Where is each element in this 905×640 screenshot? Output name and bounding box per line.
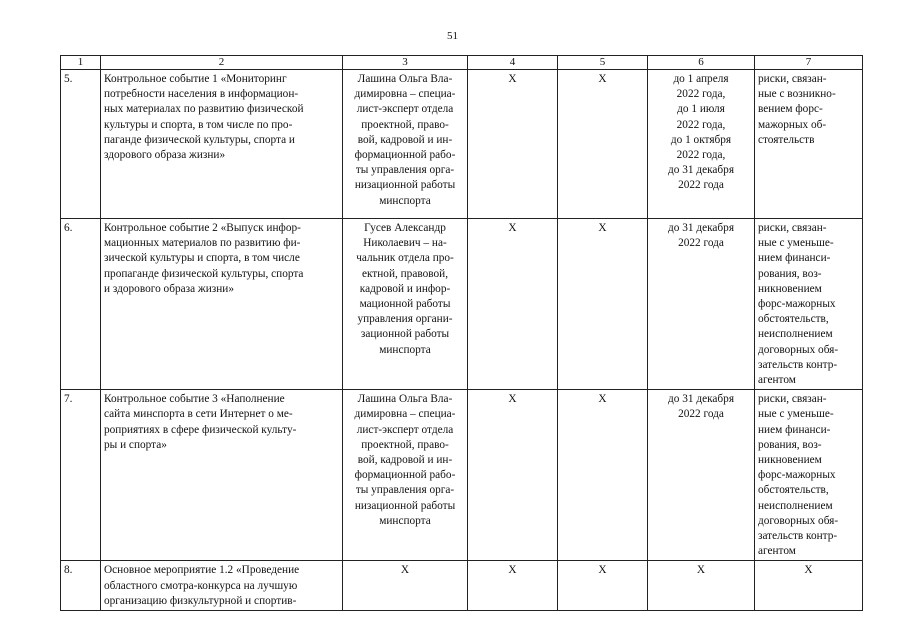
responsible-cell-line: проектной, право- (361, 118, 449, 131)
deadline-cell-line: 2022 года, (676, 149, 726, 162)
event-cell-line: организацию физкультурной и спортив- (104, 594, 297, 607)
deadline-cell (648, 390, 755, 561)
risks-cell-line: риски, связан- (758, 393, 827, 406)
risks-cell-line: никновением (758, 454, 822, 467)
event-cell-line: роприятиях в сфере физической культу- (104, 423, 297, 436)
risks-cell-line: ные с возникно- (758, 88, 836, 101)
deadline-cell-line: до 31 декабря (667, 393, 735, 406)
event-cell (101, 390, 343, 561)
risks-cell-line: зательств контр- (758, 530, 838, 543)
column-4-cell: Х (468, 561, 558, 611)
column-5-cell: Х (558, 561, 648, 611)
risks-cell-line: агентом (758, 374, 796, 387)
responsible-cell (343, 561, 468, 611)
deadline-cell-line: до 31 декабря (667, 222, 735, 234)
risks-cell-line: ные с уменьше- (758, 408, 834, 421)
table-row (61, 561, 863, 611)
row-number: 7. (61, 390, 101, 561)
row-number: 6. (61, 219, 101, 390)
deadline-cell-line: 2022 года, (676, 118, 726, 131)
row-number: 5. (61, 70, 101, 219)
responsible-cell-line: формационной рабо- (354, 149, 456, 162)
risks-cell-line: обстоятельств, (758, 313, 829, 326)
row-number: 8. (61, 561, 101, 611)
column-4-cell: Х (468, 219, 558, 390)
responsible-cell-line: проектной, право- (361, 438, 449, 451)
responsible-cell-line: минспорта (379, 343, 431, 356)
risks-cell-line: риски, связан- (758, 222, 827, 234)
plan-table (60, 55, 863, 611)
event-cell-line: мационных материалов по развитию фи- (104, 237, 301, 250)
event-cell-line: Контрольное событие 3 «Наполнение (104, 393, 285, 406)
responsible-cell-line: димировна – специа- (354, 408, 456, 421)
risks-cell-line: агентом (758, 545, 796, 558)
deadline-cell-line: до 1 июля (677, 103, 725, 116)
risks-cell (755, 219, 863, 390)
responsible-cell-line: лист-эксперт отдела (356, 103, 454, 116)
deadline-cell-line: 2022 года (678, 237, 724, 250)
responsible-cell-line: Лашина Ольга Вла- (357, 393, 453, 406)
deadline-cell-line: 2022 года, (676, 88, 726, 101)
column-header: 3 (343, 56, 468, 70)
column-4-cell: Х (468, 70, 558, 219)
event-cell (101, 219, 343, 390)
column-header: 6 (648, 56, 755, 70)
risks-cell-line: форс-мажорных (758, 298, 836, 311)
event-cell-line: паганде физической культуры, спорта и (104, 133, 295, 146)
responsible-cell-line: Гусев Александр (364, 222, 446, 234)
responsible-cell-line: димировна – специа- (354, 88, 456, 101)
risks-cell (755, 390, 863, 561)
responsible-cell-line: чальник отдела про- (356, 252, 454, 265)
deadline-cell-line: до 1 апреля (673, 73, 729, 85)
responsible-cell-line: ты управления орга- (355, 484, 455, 497)
column-5-cell: Х (558, 390, 648, 561)
event-cell-line: ры и спорта» (104, 438, 167, 451)
deadline-cell (648, 219, 755, 390)
page-number: 51 (447, 30, 458, 42)
risks-cell-line: ные с уменьше- (758, 237, 834, 250)
risks-cell-line: рования, воз- (758, 438, 822, 451)
risks-cell-line: вением форс- (758, 103, 823, 116)
column-header: 7 (755, 56, 863, 70)
event-cell-line: здорового образа жизни» (104, 149, 226, 162)
responsible-cell-line: минспорта (379, 194, 431, 207)
risks-cell (755, 561, 863, 611)
risks-cell-line: нием финанси- (758, 423, 831, 436)
event-cell-line: областного смотра-конкурса на лучшую (104, 579, 298, 592)
table-header-row (61, 56, 863, 70)
risks-cell-line: обстоятельств, (758, 484, 829, 497)
column-header: 4 (468, 56, 558, 70)
responsible-cell-line: минспорта (379, 514, 431, 527)
deadline-cell-line: 2022 года (678, 179, 724, 192)
event-cell-line: Основное мероприятие 1.2 «Проведение (104, 564, 300, 577)
event-cell (101, 70, 343, 219)
responsible-cell-line: лист-эксперт отдела (356, 423, 454, 436)
deadline-cell-line: Х (696, 564, 706, 577)
responsible-cell (343, 390, 468, 561)
event-cell-line: потребности населения в информацион- (104, 88, 299, 101)
risks-cell-line: неисполнением (758, 328, 833, 341)
risks-cell-line: нием финанси- (758, 252, 831, 265)
table-row (61, 390, 863, 561)
responsible-cell-line: кадровой и инфор- (359, 282, 451, 295)
responsible-cell-line: низационной работы (354, 179, 456, 192)
deadline-cell-line: до 1 октября (670, 133, 732, 146)
risks-cell-line: договорных обя- (758, 514, 839, 527)
responsible-cell-line: ектной, правовой, (361, 267, 449, 280)
event-cell (101, 561, 343, 611)
responsible-cell-line: управления органи- (357, 313, 453, 326)
risks-cell-line: зательств контр- (758, 358, 838, 371)
responsible-cell (343, 219, 468, 390)
responsible-cell-line: Х (400, 564, 410, 577)
risks-cell-line: договорных обя- (758, 343, 839, 356)
responsible-cell-line: низационной работы (354, 499, 456, 512)
risks-cell-line: Х (804, 564, 813, 577)
deadline-cell-line: 2022 года (678, 408, 724, 421)
event-cell-line: Контрольное событие 1 «Мониторинг (104, 73, 287, 85)
column-header: 5 (558, 56, 648, 70)
deadline-cell (648, 561, 755, 611)
responsible-cell-line: ты управления орга- (355, 164, 455, 177)
risks-cell-line: стоятельств (758, 133, 815, 146)
event-cell-line: сайта минспорта в сети Интернет о ме- (104, 408, 293, 421)
deadline-cell (648, 70, 755, 219)
column-4-cell: Х (468, 390, 558, 561)
event-cell-line: культуры и спорта, в том числе по про- (104, 118, 293, 131)
column-5-cell: Х (558, 70, 648, 219)
event-cell-line: Контрольное событие 2 «Выпуск инфор- (104, 222, 301, 234)
deadline-cell-line: до 31 декабря (667, 164, 735, 177)
risks-cell-line: форс-мажорных (758, 469, 836, 482)
responsible-cell-line: вой, кадровой и ин- (357, 454, 453, 467)
risks-cell-line: риски, связан- (758, 73, 827, 85)
event-cell-line: зической культуры и спорта, в том числе (104, 252, 300, 265)
event-cell-line: ных материалах по развитию физической (104, 103, 304, 116)
column-header: 2 (101, 56, 343, 70)
responsible-cell-line: формационной рабо- (354, 469, 456, 482)
table-row (61, 219, 863, 390)
column-header: 1 (61, 56, 101, 70)
risks-cell-line: неисполнением (758, 499, 833, 512)
responsible-cell-line: зационной работы (360, 328, 450, 341)
risks-cell-line: никновением (758, 282, 822, 295)
event-cell-line: и здорового образа жизни» (104, 282, 234, 295)
risks-cell-line: мажорных об- (758, 118, 827, 131)
responsible-cell-line: Лашина Ольга Вла- (357, 73, 453, 85)
responsible-cell-line: вой, кадровой и ин- (357, 133, 453, 146)
responsible-cell-line: мационной работы (359, 298, 451, 311)
column-5-cell: Х (558, 219, 648, 390)
event-cell-line: пропаганде физической культуры, спорта (104, 267, 304, 280)
responsible-cell (343, 70, 468, 219)
table-row (61, 70, 863, 219)
risks-cell (755, 70, 863, 219)
risks-cell-line: рования, воз- (758, 267, 822, 280)
responsible-cell-line: Николаевич – на- (363, 237, 447, 250)
